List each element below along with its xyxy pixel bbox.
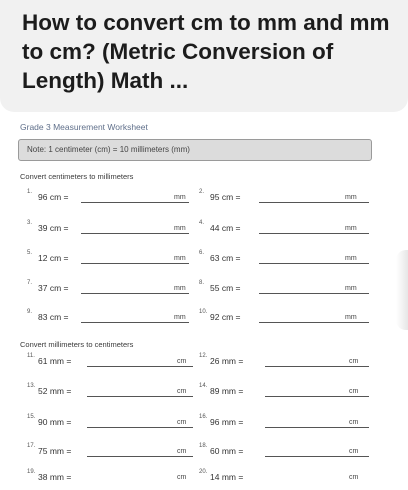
answer-unit: cm: [349, 419, 359, 426]
problem-number: 10.: [199, 309, 208, 315]
answer-unit: cm: [177, 448, 187, 455]
answer-unit: cm: [177, 474, 187, 481]
answer-blank: [265, 396, 369, 397]
problem-number: 9.: [27, 309, 33, 315]
problem-expression: 26 mm =: [210, 356, 244, 366]
answer-blank: [265, 456, 369, 457]
answer-blank: [265, 427, 369, 428]
problem-expression: 92 cm =: [210, 312, 241, 322]
problem-expression: 39 cm =: [38, 223, 69, 233]
problem-expression: 61 mm =: [38, 356, 72, 366]
problem-expression: 75 mm =: [38, 446, 72, 456]
answer-unit: mm: [345, 285, 357, 292]
problem-number: 8.: [199, 280, 205, 286]
problem-expression: 44 cm =: [210, 223, 241, 233]
problem-number: 18.: [199, 443, 208, 449]
answer-blank: [87, 456, 193, 457]
problem-number: 3.: [27, 220, 33, 226]
worksheet-image: [0, 112, 408, 484]
note-box: Note: 1 centimeter (cm) = 10 millimeters (mm): [18, 139, 372, 161]
answer-unit: cm: [349, 388, 359, 395]
answer-unit: cm: [349, 448, 359, 455]
answer-unit: mm: [174, 255, 186, 262]
answer-blank: [81, 233, 189, 234]
problem-row: [0, 443, 408, 464]
problem-expression: 96 cm =: [38, 192, 69, 202]
result-title[interactable]: How to convert cm to mm and mm to cm? (Metric Conversion of Length) Math ...: [22, 10, 390, 93]
answer-blank: [259, 293, 369, 294]
answer-blank: [265, 366, 369, 367]
problem-expression: 95 cm =: [210, 192, 241, 202]
problem-number: 15.: [27, 414, 36, 420]
answer-unit: cm: [349, 474, 359, 481]
problem-number: 6.: [199, 250, 205, 256]
problem-number: 2.: [199, 189, 205, 195]
answer-blank: [259, 233, 369, 234]
problem-expression: 12 cm =: [38, 253, 69, 263]
answer-unit: mm: [345, 314, 357, 321]
problem-row: [0, 383, 408, 404]
section-title-cm-to-mm: Convert centimeters to millimeters: [20, 172, 134, 181]
problem-expression: 90 mm =: [38, 417, 72, 427]
answer-blank: [81, 322, 189, 323]
answer-blank: [87, 396, 193, 397]
problem-expression: 14 mm =: [210, 472, 244, 482]
problem-number: 17.: [27, 443, 36, 449]
answer-unit: mm: [345, 225, 357, 232]
problem-expression: 63 cm =: [210, 253, 241, 263]
problem-expression: 83 cm =: [38, 312, 69, 322]
problem-expression: 89 mm =: [210, 386, 244, 396]
problem-row: [0, 189, 408, 210]
section-title-mm-to-cm: Convert millimeters to centimeters: [20, 340, 134, 349]
problem-expression: 52 mm =: [38, 386, 72, 396]
problem-number: 19.: [27, 469, 36, 475]
answer-blank: [81, 202, 189, 203]
problem-number: 13.: [27, 383, 36, 389]
answer-unit: mm: [345, 255, 357, 262]
problem-number: 11.: [27, 353, 35, 359]
problem-number: 16.: [199, 414, 208, 420]
problem-expression: 60 mm =: [210, 446, 244, 456]
problem-expression: 38 mm =: [38, 472, 72, 482]
answer-unit: mm: [174, 194, 186, 201]
answer-unit: mm: [174, 285, 186, 292]
problem-number: 14.: [199, 383, 208, 389]
answer-unit: cm: [177, 358, 187, 365]
answer-blank: [81, 293, 189, 294]
answer-unit: mm: [174, 225, 186, 232]
answer-unit: cm: [177, 419, 187, 426]
problem-row: [0, 280, 408, 301]
problem-row: [0, 353, 408, 374]
problem-row: [0, 250, 408, 271]
answer-unit: mm: [174, 314, 186, 321]
problem-number: 20.: [199, 469, 208, 475]
problem-number: 4.: [199, 220, 205, 226]
problem-number: 7.: [27, 280, 33, 286]
problem-number: 12.: [199, 353, 208, 359]
answer-unit: cm: [177, 388, 187, 395]
answer-blank: [87, 427, 193, 428]
answer-blank: [87, 366, 193, 367]
problem-number: 1.: [27, 189, 33, 195]
result-title-card[interactable]: [0, 0, 408, 112]
problem-expression: 37 cm =: [38, 283, 69, 293]
problem-row: [0, 414, 408, 435]
problem-row: [0, 220, 408, 241]
problem-row: [0, 469, 408, 490]
answer-blank: [259, 202, 369, 203]
answer-blank: [259, 322, 369, 323]
problem-row: [0, 309, 408, 330]
worksheet-header: Grade 3 Measurement Worksheet: [20, 122, 148, 132]
problem-number: 5.: [27, 250, 33, 256]
answer-unit: mm: [345, 194, 357, 201]
answer-unit: cm: [349, 358, 359, 365]
answer-blank: [259, 263, 369, 264]
problem-expression: 55 cm =: [210, 283, 241, 293]
answer-blank: [81, 263, 189, 264]
problem-expression: 96 mm =: [210, 417, 244, 427]
